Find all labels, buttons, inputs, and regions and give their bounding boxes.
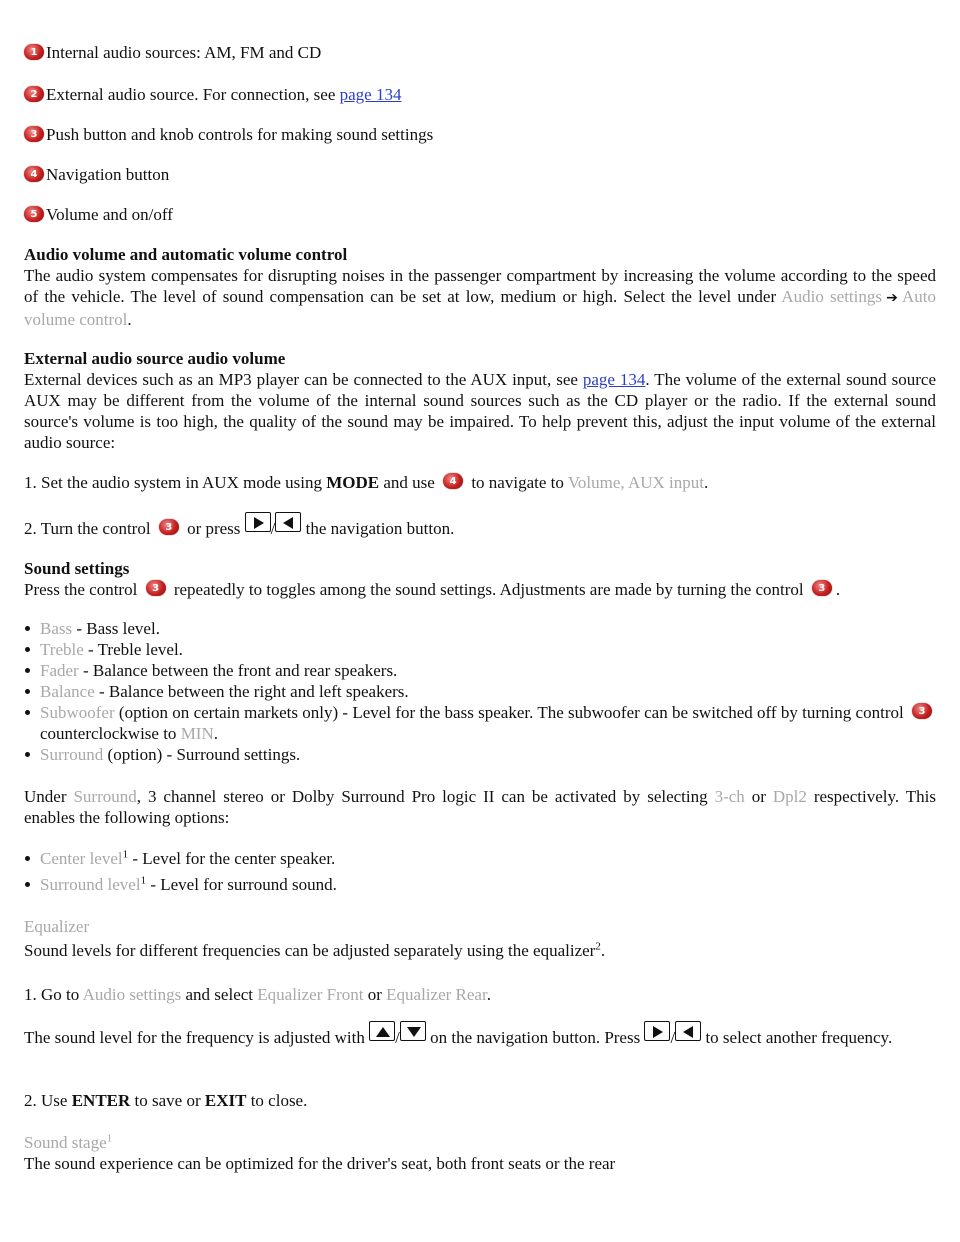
list-item bbox=[24, 744, 936, 765]
sound-stage-title: Sound stage bbox=[24, 1133, 107, 1152]
surround-desc: (option) - Surround settings. bbox=[103, 745, 301, 764]
auto-volume-text: The audio system compensates for disrupting noises in the passenger compartment by increasing the volume according to the speed of the vehicle. The level of sound compensation can be set at low, medium or high. Select the level under bbox=[24, 266, 936, 306]
equalizer-body bbox=[24, 940, 936, 961]
callout-5-text: Volume and on/off bbox=[46, 204, 173, 224]
equalizer-step-1 bbox=[24, 984, 936, 1005]
external-text-1: External devices such as an MP3 player can be connected to the AUX input, see bbox=[24, 370, 583, 389]
footnote-ref: 1 bbox=[122, 848, 129, 861]
equalizer-level-paragraph bbox=[24, 1027, 936, 1048]
surround-options-list bbox=[24, 848, 936, 895]
callout-1-text: Internal audio sources: AM, FM and CD bbox=[46, 42, 322, 62]
callout-3-ref-icon: 3 bbox=[159, 519, 179, 535]
nav-down-icon bbox=[400, 1021, 426, 1041]
nav-right-icon bbox=[644, 1021, 670, 1041]
auto-volume-control-menu: Auto volume control bbox=[24, 287, 936, 329]
equalizer-text: Sound levels for different frequencies can be adjusted separately using the equalizer bbox=[24, 941, 596, 960]
external-step-2 bbox=[24, 518, 936, 539]
list-item bbox=[24, 874, 936, 895]
step2-text-a: 2. Turn the control bbox=[24, 519, 155, 538]
slash: / bbox=[670, 1028, 676, 1047]
external-heading: External audio source audio volume bbox=[24, 349, 286, 368]
nav-left-icon bbox=[275, 512, 301, 532]
sound-settings-list bbox=[24, 618, 936, 765]
callout-1-badge: 1 bbox=[24, 44, 44, 60]
center-level-desc: - Level for the center speaker. bbox=[128, 849, 336, 868]
callout-3-ref-icon: 3 bbox=[912, 703, 932, 719]
nav-right-icon bbox=[245, 512, 271, 532]
subwoofer-term: Subwoofer bbox=[40, 703, 115, 722]
fader-term: Fader bbox=[40, 661, 79, 680]
sound-settings-section bbox=[24, 558, 936, 600]
equalizer-front-term: Equalizer Front bbox=[257, 985, 364, 1004]
period: . bbox=[486, 985, 491, 1004]
callout-4 bbox=[24, 162, 169, 186]
subwoofer-desc: (option on certain markets only) - Level for the bass speaker. The subwoofer can be switched off by turning control bbox=[114, 703, 908, 722]
callout-2 bbox=[24, 82, 401, 106]
fader-desc: - Balance between the front and rear speakers. bbox=[78, 661, 398, 680]
sound-stage-body: The sound experience can be optimized for the driver's seat, both front seats or the rear bbox=[24, 1154, 616, 1173]
audio-settings-menu: Audio settings bbox=[781, 287, 882, 306]
period: . bbox=[703, 473, 709, 492]
subwoofer-desc-2: counterclockwise to bbox=[40, 724, 181, 743]
sound-text-b: repeatedly to toggles among the sound settings. Adjustments are made by turning the control bbox=[169, 580, 808, 599]
sound-settings-body bbox=[24, 579, 936, 600]
dpl2-term: Dpl2 bbox=[772, 787, 807, 806]
period: . bbox=[835, 580, 841, 599]
external-text-2: . The volume of the external sound source AUX may be different from the volume of the internal sound sources such as the CD player or the radio. If the external sound source's volume is too high, the quality of the sound may be impaired. To help prevent this, adjust the input volume of the external audio source: bbox=[24, 370, 936, 452]
step1-text-c: to navigate to bbox=[467, 473, 568, 492]
external-body bbox=[24, 369, 936, 453]
callout-3-ref-icon: 3 bbox=[146, 580, 166, 596]
callout-3-text: Push button and knob controls for making sound settings bbox=[46, 124, 434, 144]
sound-settings-heading: Sound settings bbox=[24, 559, 130, 578]
callout-2-text: External audio source. For connection, see bbox=[46, 84, 340, 104]
callout-3-badge: 3 bbox=[24, 126, 44, 142]
under-text-c: respectively. This enables the following options: bbox=[24, 787, 936, 827]
callout-1 bbox=[24, 40, 321, 64]
sound-stage-section bbox=[24, 1132, 936, 1174]
external-section bbox=[24, 348, 936, 453]
eq-level-c: to select another frequency. bbox=[701, 1028, 893, 1047]
footnote-ref: 2 bbox=[595, 940, 601, 953]
list-item bbox=[24, 702, 936, 744]
nav-up-icon bbox=[369, 1021, 395, 1041]
callout-4-ref-icon: 4 bbox=[443, 473, 463, 489]
volume-aux-menu: Volume, AUX input bbox=[567, 473, 704, 492]
sound-stage-heading bbox=[24, 1132, 936, 1153]
slash: / bbox=[270, 519, 276, 538]
list-item bbox=[24, 618, 936, 639]
balance-term: Balance bbox=[40, 682, 95, 701]
footnote-ref: 1 bbox=[140, 874, 147, 887]
surround-paragraph bbox=[24, 786, 936, 828]
step1-text-a: 1. Set the audio system in AUX mode using bbox=[24, 473, 327, 492]
list-item bbox=[24, 681, 936, 702]
center-level-term: Center level bbox=[40, 849, 123, 868]
page-134-link[interactable]: page 134 bbox=[339, 84, 402, 104]
auto-volume-heading: Audio volume and automatic volume control bbox=[24, 245, 348, 264]
surround-term: Surround bbox=[73, 787, 137, 806]
eq-step1-b: and select bbox=[181, 985, 258, 1004]
period: . bbox=[600, 941, 606, 960]
equalizer-section bbox=[24, 916, 936, 961]
surround-level-term: Surround level bbox=[40, 875, 141, 894]
arrow-right-icon: ➔ bbox=[886, 290, 898, 306]
callout-3 bbox=[24, 122, 433, 146]
sound-text-a: Press the control bbox=[24, 580, 142, 599]
step1-text-b: and use bbox=[379, 473, 440, 492]
or-text: or bbox=[744, 787, 773, 806]
auto-volume-section bbox=[24, 244, 936, 330]
list-item bbox=[24, 848, 936, 869]
equalizer-step-2 bbox=[24, 1090, 936, 1111]
eq-step2-b: to save or bbox=[130, 1091, 205, 1110]
auto-volume-body bbox=[24, 265, 936, 330]
treble-term: Treble bbox=[40, 640, 84, 659]
callout-4-text: Navigation button bbox=[46, 164, 170, 184]
equalizer-rear-term: Equalizer Rear bbox=[386, 985, 487, 1004]
step2-text-c: the navigation button. bbox=[301, 519, 455, 538]
or-text: or bbox=[363, 985, 387, 1004]
callout-3-ref-icon: 3 bbox=[812, 580, 832, 596]
period: . bbox=[127, 310, 132, 329]
eq-level-a: The sound level for the frequency is adjusted with bbox=[24, 1028, 370, 1047]
list-item bbox=[24, 639, 936, 660]
under-text-a: Under bbox=[24, 787, 74, 806]
eq-step2-a: 2. Use bbox=[24, 1091, 72, 1110]
step2-text-b: or press bbox=[182, 519, 245, 538]
exit-label: EXIT bbox=[204, 1091, 247, 1110]
eq-step1-a: 1. Go to bbox=[24, 985, 83, 1004]
nav-left-icon bbox=[675, 1021, 701, 1041]
balance-desc: - Balance between the right and left speakers. bbox=[94, 682, 409, 701]
surround-level-desc: - Level for surround sound. bbox=[146, 875, 337, 894]
footnote-ref: 1 bbox=[106, 1132, 113, 1145]
equalizer-heading: Equalizer bbox=[24, 917, 90, 936]
eq-level-b: on the navigation button. Press bbox=[425, 1028, 645, 1047]
external-step-1 bbox=[24, 472, 936, 493]
min-term: MIN bbox=[180, 724, 214, 743]
callout-4-badge: 4 bbox=[24, 166, 44, 182]
treble-desc: - Treble level. bbox=[83, 640, 183, 659]
callout-5 bbox=[24, 202, 173, 226]
bass-desc: - Bass level. bbox=[72, 619, 160, 638]
3ch-term: 3-ch bbox=[714, 787, 745, 806]
page-134-link-2[interactable]: page 134 bbox=[582, 370, 646, 389]
slash: / bbox=[395, 1028, 400, 1047]
callout-5-badge: 5 bbox=[24, 206, 44, 222]
eq-step2-c: to close. bbox=[246, 1091, 308, 1110]
bass-term: Bass bbox=[40, 619, 73, 638]
enter-label: ENTER bbox=[71, 1091, 131, 1110]
surround-term: Surround bbox=[40, 745, 104, 764]
list-item bbox=[24, 660, 936, 681]
period: . bbox=[213, 724, 218, 743]
callout-2-badge: 2 bbox=[24, 86, 44, 102]
mode-label: MODE bbox=[326, 473, 380, 492]
under-text-b: , 3 channel stereo or Dolby Surround Pro logic II can be activated by selecting bbox=[136, 787, 715, 806]
audio-settings-menu: Audio settings bbox=[82, 985, 182, 1004]
